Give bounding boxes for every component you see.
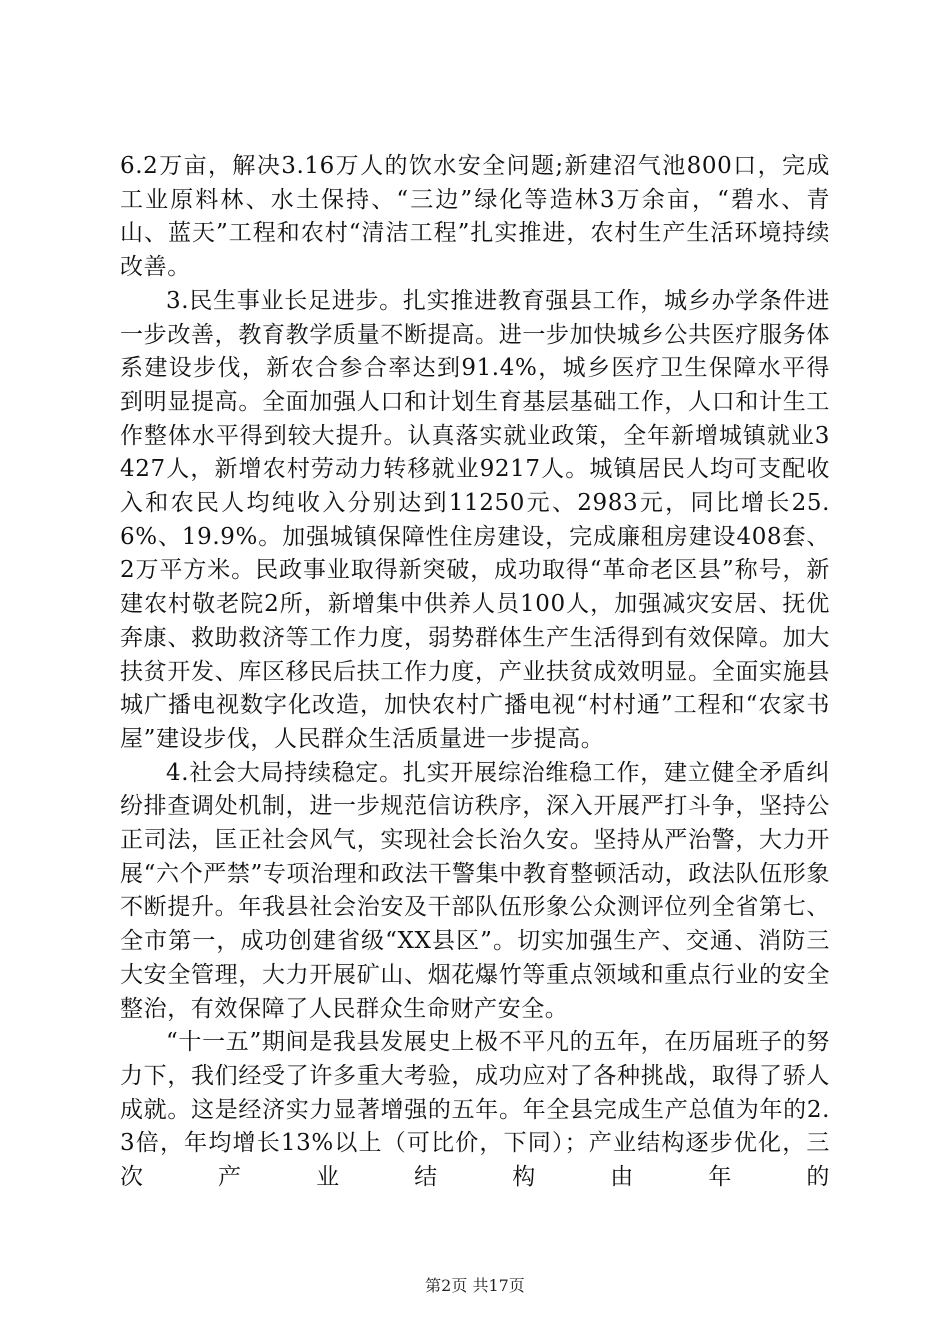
paragraph-continuation: 6.2万亩，解决3.16万人的饮水安全问题;新建沼气池800口，完成工业原料林、水土保持、“三边”绿化等造林3万余亩，“碧水、青山、蓝天”工程和农村“清洁工程”扎实推进，农村生产生活环境持续改善。 — [120, 153, 830, 281]
paragraph-eleventh-five-year: “十一五”期间是我县发展史上极不平凡的五年，在历届班子的努力下，我们经受了许多重大考验，成功应对了各种挑战，取得了骄人成就。这是经济实力显著增强的五年。年全县完成生产总值为年的2.3倍，年均增长13%以上（可比价，下同）；产业结构逐步优化，三次产业结构由年的 — [120, 1029, 830, 1191]
document-body — [120, 150, 830, 1195]
paragraph-livelihood: 3.民生事业长足进步。扎实推进教育强县工作，城乡办学条件进一步改善，教育教学质量不断提高。进一步加快城乡公共医疗服务体系建设步伐，新农合参合率达到91.4%，城乡医疗卫生保障水平得到明显提高。全面加强人口和计划生育基层基础工作，人口和计生工作整体水平得到较大提升。认真落实就业政策，全年新增城镇就业3427人，新增农村劳动力转移就业9217人。城镇居民人均可支配收入和农民人均纯收入分别达到11250元、2983元，同比增长25.6%、19.9%。加强城镇保障性住房建设，完成廉租房建设408套、2万平方米。民政事业取得新突破，成功取得“革命老区县”称号，新建农村敬老院2所，新增集中供养人员100人，加强减灾安居、抚优奔康、救助救济等工作力度，弱势群体生产生活得到有效保障。加大扶贫开发、库区移民后扶工作力度，产业扶贫成效明显。全面实施县城广播电视数字化改造，加快农村广播电视“村村通”工程和“农家书屋”建设步伐，人民群众生活质量进一步提高。 — [120, 287, 830, 752]
paragraph-social-stability: 4.社会大局持续稳定。扎实开展综治维稳工作，建立健全矛盾纠纷排查调处机制，进一步规范信访秩序，深入开展严打斗争，坚持公正司法，匡正社会风气，实现社会长治久安。坚持从严治警，大力开展“六个严禁”专项治理和政法干警集中教育整顿活动，政法队伍形象不断提升。年我县社会治安及干部队伍形象公众测评位列全省第七、全市第一，成功创建省级“XX县区”。切实加强生产、交通、消防三大安全管理，大力开展矿山、烟花爆竹等重点领域和重点行业的安全整治，有效保障了人民群众生命财产安全。 — [120, 759, 830, 1022]
page-number: 第2页 共17页 — [425, 1276, 525, 1295]
